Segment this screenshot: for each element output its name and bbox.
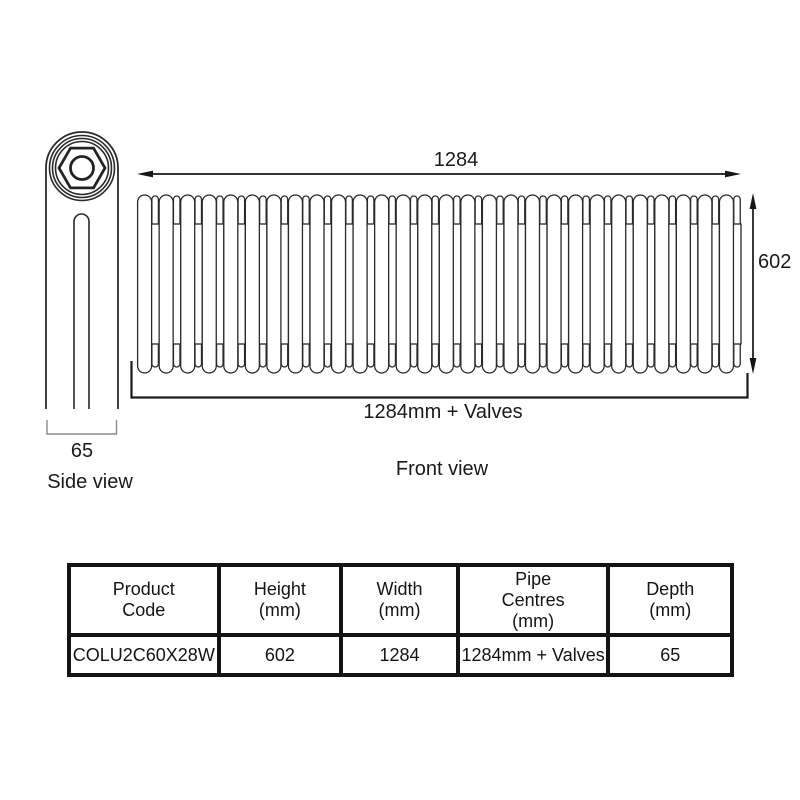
value-depth: 65 [608,635,732,675]
radiator-section [504,195,526,373]
height-dimension-label: 602 [758,251,792,273]
radiator-section [224,195,246,373]
dimension-width [137,171,741,178]
radiator-section [353,195,375,373]
radiator-section [698,195,720,373]
radiator-section [547,195,569,373]
arrow-left-icon [137,171,153,178]
spec-table-header-row [69,565,732,635]
width-dimension-label: 1284 [433,149,479,171]
arrow-right-icon [725,171,741,178]
front-view-label: Front view [395,458,489,480]
value-pipe-centres: 1284mm + Valves [458,635,609,675]
radiator-section [181,195,203,373]
radiator-section [245,195,267,373]
radiator-section [418,195,440,373]
radiator-section [461,195,483,373]
radiator-section [332,195,354,373]
dimension-height [750,193,757,374]
radiator-section [633,195,655,373]
front-view-drawing [138,195,741,373]
radiator-section [526,195,548,373]
radiator-section [202,195,224,373]
value-height: 602 [219,635,342,675]
radiator-section [396,195,418,373]
pipe-centres-label: 1284mm + Valves [363,401,523,423]
value-width: 1284 [341,635,458,675]
spec-table-value-row [69,635,732,675]
side-view-label: Side view [47,471,133,493]
header-height: Height (mm) [219,565,342,635]
arrow-up-icon [750,193,757,209]
side-depth-bracket [47,420,117,434]
radiator-section [655,195,677,373]
radiator-section [590,195,612,373]
radiator-section [267,195,289,373]
radiator-section [310,195,332,373]
side-depth-label: 65 [70,440,94,462]
radiator-section [482,195,504,373]
radiator-section [159,195,181,373]
radiator-section [375,195,397,373]
radiator-section [676,195,698,373]
header-width: Width (mm) [341,565,458,635]
radiator-section [138,195,160,373]
header-depth: Depth (mm) [608,565,732,635]
radiator-section [439,195,461,373]
radiator-section [569,195,591,373]
header-product-code: Product Code [69,565,219,635]
radiator-section [288,195,310,373]
side-view-drawing [46,132,118,434]
arrow-down-icon [750,358,757,374]
value-product-code: COLU2C60X28W [69,635,219,675]
spec-table [67,563,734,677]
radiator-section [612,195,634,373]
header-pipe-centres: Pipe Centres (mm) [458,565,609,635]
radiator-section [719,195,741,373]
